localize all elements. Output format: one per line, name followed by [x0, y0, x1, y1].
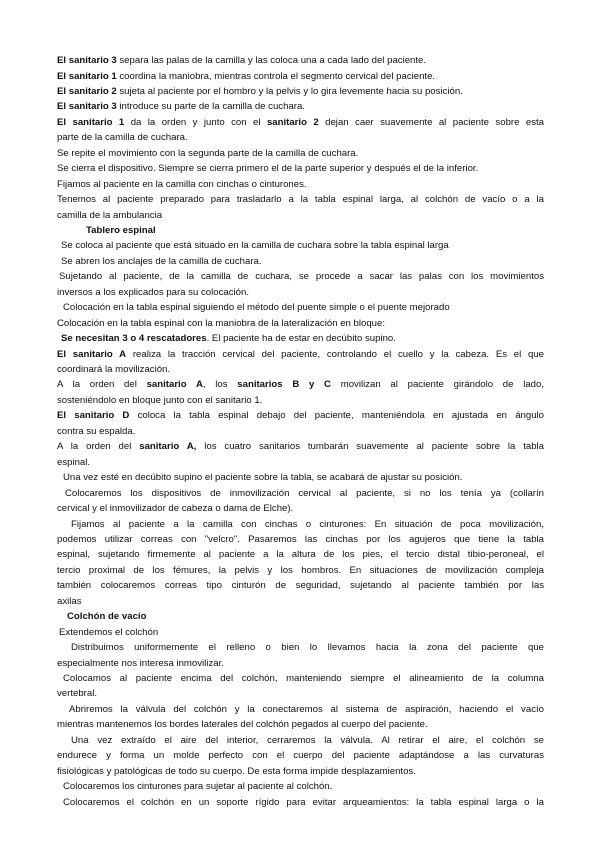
text-line: [57, 487, 544, 500]
text-line: [57, 425, 544, 438]
text-line: [57, 687, 544, 700]
text-segment: contra su espalda.: [57, 425, 136, 437]
text-line: [57, 641, 544, 654]
text-line: [57, 734, 544, 747]
text-segment: introduce su parte de la camilla de cuchara.: [116, 101, 305, 113]
text-segment: Se cierra el dispositivo. Siempre se cierra primero el de la parte superior y después el de la inferior.: [57, 163, 479, 175]
text-segment: coordinará la movilización.: [57, 364, 171, 375]
bold-text: Se necesitan 3 o 4 rescatadores: [61, 333, 207, 345]
text-line: [57, 332, 544, 345]
text-segment: Fijamos al paciente en la camilla con cinchas o cinturones.: [57, 178, 307, 190]
text-segment: coloca la tabla espinal debajo del paciente, manteniéndola en ajustada en ángulo: [129, 410, 544, 422]
text-line: [57, 100, 544, 113]
text-line: [57, 533, 544, 546]
bold-text: El sanitario 3: [57, 55, 117, 66]
text-line: [57, 409, 544, 422]
bold-text: El sanitario A: [57, 348, 127, 360]
text-segment: los cuatro sanitarios tumbarán suavemente al paciente sobre la tabla: [196, 441, 544, 453]
text-segment: Colocaremos los cinturones para sujetar al paciente al colchón.: [63, 781, 333, 793]
text-line: [57, 378, 544, 391]
text-segment: Colocamos al paciente encima del colchón, manteniendo siempre el alineamiento de la columna: [63, 673, 544, 684]
bold-text: El sanitario 2: [57, 85, 117, 97]
text-line: [57, 85, 544, 98]
text-line: [57, 394, 544, 407]
text-segment: movilizan al paciente girándolo de lado,: [330, 379, 544, 391]
text-segment: A la orden del: [57, 441, 140, 453]
bold-text: Colchón de vacío: [67, 611, 147, 623]
text-segment: Se abren los anclajes de la camilla de cuchara.: [61, 255, 262, 267]
text-segment: Colocación en la tabla espinal con la maniobra de la lateralización en bloque:: [57, 317, 386, 329]
text-line: [57, 765, 544, 778]
text-segment: . El paciente ha de estar en decúbito supino.: [206, 333, 396, 345]
text-segment: , los: [202, 379, 238, 391]
text-line: [57, 657, 544, 670]
text-segment: espinal, sujetando firmemente al paciente a la altura de los pies, el tercio distal tibio-peroneal, el: [57, 549, 544, 561]
text-line: [57, 796, 544, 809]
text-segment: camilla de la ambulancia: [57, 209, 163, 221]
text-segment: fisiológicas y patológicas de todo su cuerpo. De esta forma impide desplazamientos.: [57, 765, 416, 777]
text-line: [57, 178, 544, 191]
text-segment: da la orden y junto con el: [124, 116, 267, 128]
text-segment: también colocaremos correas tipo cinturón de seguridad, sujetando al paciente también por las: [57, 580, 544, 592]
text-segment: inversos a los explicados para su colocación.: [57, 286, 249, 298]
text-line: [57, 193, 544, 206]
text-segment: sujeta al paciente por el hombro y la pelvis y lo gira levemente hacia su posición.: [116, 85, 463, 97]
text-line: [57, 502, 544, 515]
text-line: [57, 70, 544, 83]
bold-text: Tablero espinal: [86, 224, 156, 236]
text-segment: Sujetando al paciente, de la camilla de cuchara, se procede a sacar las palas con los movimientos: [59, 271, 544, 283]
text-segment: dejan caer suavemente al paciente sobre esta: [318, 116, 544, 128]
text-segment: coordina la maniobra, mientras controla el segmento cervical del paciente.: [116, 70, 436, 82]
bold-text: sanitario A: [146, 379, 203, 391]
text-line: [57, 672, 544, 685]
text-segment: Tenemos al paciente preparado para trasladarlo a la tabla espinal larga, al colchón de vacío o a la: [57, 194, 544, 205]
text-line: [57, 224, 544, 237]
bold-text: sanitario 2: [266, 116, 319, 128]
text-segment: separa las palas de la camilla y las coloca una a cada lado del paciente.: [116, 55, 427, 66]
text-line: [57, 595, 544, 608]
text-segment: mientras mantenemos los bordes laterales del colchón pegados al cuerpo del paciente.: [57, 719, 428, 731]
text-segment: cervical y el inmovilizador de cabeza o dama de Elche).: [57, 503, 294, 514]
bold-text: sanitarios B y C: [237, 379, 331, 391]
text-line: [57, 54, 544, 67]
text-line: [57, 301, 544, 314]
text-segment: sosteniéndolo en bloque junto con el sanitario 1.: [57, 394, 263, 406]
text-segment: Colocaremos el colchón en un soporte rígido para evitar arqueamientos: la tabla espinal larga o la: [63, 796, 544, 808]
text-line: [57, 255, 544, 268]
text-segment: Una vez esté en decúbito supino el paciente sobre la tabla, se acabará de ajustar su posición.: [63, 472, 463, 484]
text-segment: Colocaremos los dispositivos de inmovilización cervical al paciente, si no los tenía ya (collarín: [65, 487, 544, 499]
text-segment: Colocación en la tabla espinal siguiendo el método del puente simple o el puente mejorado: [63, 302, 450, 314]
text-segment: Fijamos al paciente a la camilla con cinchas o cinturones: En situación de poca movilización,: [71, 518, 544, 530]
text-line: [57, 286, 544, 299]
text-segment: A la orden del: [57, 379, 147, 391]
text-segment: parte de la camilla de cuchara.: [57, 132, 188, 144]
text-segment: podemos utilizar correas con "velcro". Pasaremos las cinchas por los agujeros que tiene la tabla: [57, 534, 544, 545]
text-line: [57, 564, 544, 577]
text-line: [57, 718, 544, 731]
text-segment: axilas: [57, 595, 82, 607]
bold-text: El sanitario 1: [57, 116, 125, 128]
text-segment: tercio proximal de los fémures, la pelvis y los hombros. En situaciones de movilización compleja: [57, 564, 544, 576]
text-line: [57, 456, 544, 469]
text-line: [57, 348, 544, 361]
text-segment: Abriremos la válvula del colchón y la conectaremos al sistema de aspiración, haciendo el vacío: [69, 703, 544, 715]
text-line: [57, 626, 544, 639]
text-segment: espinal.: [57, 456, 91, 468]
bold-text: El sanitario D: [57, 410, 130, 422]
text-line: [57, 548, 544, 561]
text-segment: endurece y forma un molde perfecto con el cuerpo del paciente adaptándose a las curvaturas: [57, 750, 544, 762]
text-line: [57, 579, 544, 592]
text-line: [57, 363, 544, 376]
bold-text: El sanitario 3: [57, 101, 117, 113]
text-segment: realiza la tracción cervical del paciente, controlando el cuello y la cabeza. Es el que: [126, 348, 544, 360]
text-line: [57, 116, 544, 129]
text-segment: Distribuimos uniformemente el relleno o bien lo llevamos hacia la zona del paciente que: [71, 642, 544, 654]
text-line: [57, 270, 544, 283]
text-line: [57, 147, 544, 160]
text-line: [57, 749, 544, 762]
text-line: [57, 780, 544, 793]
text-segment: Se repite el movimiento con la segunda parte de la camilla de cuchara.: [57, 147, 359, 159]
bold-text: El sanitario 1: [57, 70, 117, 82]
text-line: [57, 471, 544, 484]
text-segment: especialmente nos interesa inmovilizar.: [57, 657, 224, 669]
text-segment: Se coloca al paciente que está situado en la camilla de cuchara sobre la tabla espinal larga: [61, 240, 449, 252]
text-line: [57, 317, 544, 330]
text-line: [57, 131, 544, 144]
text-line: [57, 518, 544, 531]
text-line: [57, 703, 544, 716]
text-segment: vertebral.: [57, 688, 97, 700]
text-segment: Una vez extraído el aire del interior, cerraremos la válvula. Al retirar el aire, el colchón se: [71, 734, 544, 746]
text-line: [57, 239, 544, 252]
text-line: [57, 209, 544, 222]
text-line: [57, 610, 544, 623]
text-segment: Extendemos el colchón: [59, 626, 159, 638]
text-line: [57, 162, 544, 175]
text-line: [57, 440, 544, 453]
bold-text: sanitario A,: [139, 441, 197, 453]
